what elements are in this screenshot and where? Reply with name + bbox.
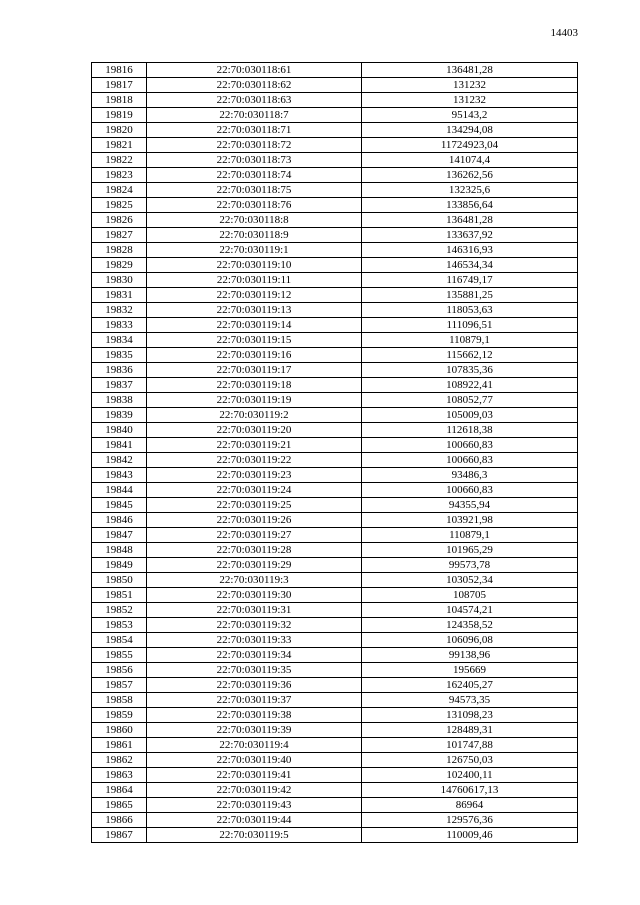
cadastral-number-cell: 22:70:030118:73 [147,153,362,168]
table-row [92,93,578,108]
row-number-cell: 19853 [92,618,147,633]
table-row [92,783,578,798]
table-row [92,318,578,333]
cadastral-number-cell: 22:70:030118:75 [147,183,362,198]
table-row [92,108,578,123]
cadastral-number-cell: 22:70:030119:31 [147,603,362,618]
cadastral-number-cell: 22:70:030119:34 [147,648,362,663]
table-row [92,273,578,288]
table-row [92,153,578,168]
cadastral-number-cell: 22:70:030119:5 [147,828,362,843]
cadastral-number-cell: 22:70:030119:11 [147,273,362,288]
table-row [92,288,578,303]
table-row [92,558,578,573]
row-number-cell: 19828 [92,243,147,258]
table-row [92,63,578,78]
cadastral-value-cell: 111096,51 [362,318,578,333]
cadastral-number-cell: 22:70:030118:71 [147,123,362,138]
table-row [92,483,578,498]
cadastral-number-cell: 22:70:030119:27 [147,528,362,543]
table-row [92,363,578,378]
table-row [92,228,578,243]
cadastral-value-cell: 129576,36 [362,813,578,828]
table-row [92,438,578,453]
cadastral-number-cell: 22:70:030119:22 [147,453,362,468]
cadastral-value-cell: 110879,1 [362,528,578,543]
row-number-cell: 19833 [92,318,147,333]
row-number-cell: 19843 [92,468,147,483]
row-number-cell: 19838 [92,393,147,408]
cadastral-value-table [91,62,578,843]
row-number-cell: 19823 [92,168,147,183]
table-row [92,663,578,678]
row-number-cell: 19837 [92,378,147,393]
cadastral-value-cell: 115662,12 [362,348,578,363]
cadastral-number-cell: 22:70:030119:17 [147,363,362,378]
cadastral-number-cell: 22:70:030119:12 [147,288,362,303]
cadastral-number-cell: 22:70:030119:10 [147,258,362,273]
cadastral-value-cell: 110009,46 [362,828,578,843]
table-row [92,693,578,708]
row-number-cell: 19861 [92,738,147,753]
cadastral-value-cell: 146534,34 [362,258,578,273]
table-row [92,498,578,513]
row-number-cell: 19849 [92,558,147,573]
row-number-cell: 19863 [92,768,147,783]
cadastral-number-cell: 22:70:030119:3 [147,573,362,588]
row-number-cell: 19864 [92,783,147,798]
cadastral-value-cell: 131098,23 [362,708,578,723]
row-number-cell: 19834 [92,333,147,348]
cadastral-value-cell: 105009,03 [362,408,578,423]
table-row [92,528,578,543]
table-row [92,588,578,603]
row-number-cell: 19855 [92,648,147,663]
table-row [92,768,578,783]
cadastral-number-cell: 22:70:030119:15 [147,333,362,348]
table-row [92,543,578,558]
row-number-cell: 19851 [92,588,147,603]
row-number-cell: 19850 [92,573,147,588]
row-number-cell: 19826 [92,213,147,228]
cadastral-value-cell: 133856,64 [362,198,578,213]
cadastral-value-cell: 110879,1 [362,333,578,348]
table-row [92,168,578,183]
row-number-cell: 19860 [92,723,147,738]
row-number-cell: 19846 [92,513,147,528]
row-number-cell: 19866 [92,813,147,828]
row-number-cell: 19844 [92,483,147,498]
cadastral-number-cell: 22:70:030118:61 [147,63,362,78]
cadastral-value-cell: 136262,56 [362,168,578,183]
cadastral-value-cell: 99138,96 [362,648,578,663]
cadastral-value-cell: 131232 [362,78,578,93]
cadastral-number-cell: 22:70:030119:13 [147,303,362,318]
cadastral-number-cell: 22:70:030118:76 [147,198,362,213]
table-row [92,753,578,768]
page-number: 14403 [550,27,578,39]
cadastral-number-cell: 22:70:030119:38 [147,708,362,723]
row-number-cell: 19819 [92,108,147,123]
cadastral-value-cell: 11724923,04 [362,138,578,153]
cadastral-number-cell: 22:70:030119:1 [147,243,362,258]
cadastral-value-cell: 102400,11 [362,768,578,783]
table-row [92,423,578,438]
cadastral-value-cell: 118053,63 [362,303,578,318]
cadastral-value-cell: 136481,28 [362,63,578,78]
row-number-cell: 19822 [92,153,147,168]
table-row [92,603,578,618]
row-number-cell: 19824 [92,183,147,198]
row-number-cell: 19820 [92,123,147,138]
cadastral-value-cell: 95143,2 [362,108,578,123]
table-row [92,408,578,423]
table-row [92,303,578,318]
row-number-cell: 19858 [92,693,147,708]
cadastral-value-cell: 107835,36 [362,363,578,378]
row-number-cell: 19845 [92,498,147,513]
cadastral-value-cell: 103052,34 [362,573,578,588]
cadastral-value-cell: 124358,52 [362,618,578,633]
cadastral-value-cell: 136481,28 [362,213,578,228]
table-row [92,333,578,348]
table-row [92,678,578,693]
cadastral-value-cell: 86964 [362,798,578,813]
cadastral-number-cell: 22:70:030119:23 [147,468,362,483]
row-number-cell: 19857 [92,678,147,693]
table-row [92,798,578,813]
table-row [92,453,578,468]
cadastral-value-cell: 134294,08 [362,123,578,138]
cadastral-number-cell: 22:70:030119:41 [147,768,362,783]
cadastral-number-cell: 22:70:030119:37 [147,693,362,708]
cadastral-value-cell: 93486,3 [362,468,578,483]
cadastral-value-table-container [91,62,577,843]
cadastral-value-cell: 116749,17 [362,273,578,288]
cadastral-number-cell: 22:70:030118:63 [147,93,362,108]
cadastral-value-cell: 100660,83 [362,438,578,453]
cadastral-value-cell: 141074,4 [362,153,578,168]
cadastral-number-cell: 22:70:030119:16 [147,348,362,363]
cadastral-number-cell: 22:70:030118:72 [147,138,362,153]
cadastral-number-cell: 22:70:030118:9 [147,228,362,243]
table-row [92,348,578,363]
cadastral-number-cell: 22:70:030119:32 [147,618,362,633]
table-row [92,468,578,483]
row-number-cell: 19841 [92,438,147,453]
row-number-cell: 19859 [92,708,147,723]
table-row [92,198,578,213]
cadastral-number-cell: 22:70:030119:20 [147,423,362,438]
row-number-cell: 19821 [92,138,147,153]
cadastral-number-cell: 22:70:030119:36 [147,678,362,693]
cadastral-number-cell: 22:70:030119:14 [147,318,362,333]
cadastral-number-cell: 22:70:030119:35 [147,663,362,678]
table-row [92,138,578,153]
table-row [92,573,578,588]
table-row [92,813,578,828]
table-row [92,258,578,273]
cadastral-value-cell: 146316,93 [362,243,578,258]
cadastral-value-cell: 108052,77 [362,393,578,408]
table-row [92,213,578,228]
cadastral-number-cell: 22:70:030119:19 [147,393,362,408]
cadastral-value-cell: 101965,29 [362,543,578,558]
cadastral-number-cell: 22:70:030119:44 [147,813,362,828]
row-number-cell: 19835 [92,348,147,363]
cadastral-value-cell: 108922,41 [362,378,578,393]
row-number-cell: 19865 [92,798,147,813]
row-number-cell: 19829 [92,258,147,273]
cadastral-number-cell: 22:70:030119:40 [147,753,362,768]
cadastral-number-cell: 22:70:030119:42 [147,783,362,798]
row-number-cell: 19818 [92,93,147,108]
row-number-cell: 19854 [92,633,147,648]
row-number-cell: 19840 [92,423,147,438]
cadastral-number-cell: 22:70:030119:4 [147,738,362,753]
cadastral-value-cell: 100660,83 [362,483,578,498]
cadastral-number-cell: 22:70:030119:18 [147,378,362,393]
row-number-cell: 19839 [92,408,147,423]
table-row [92,393,578,408]
cadastral-number-cell: 22:70:030118:74 [147,168,362,183]
row-number-cell: 19862 [92,753,147,768]
cadastral-number-cell: 22:70:030119:29 [147,558,362,573]
cadastral-number-cell: 22:70:030118:62 [147,78,362,93]
cadastral-value-cell: 103921,98 [362,513,578,528]
cadastral-number-cell: 22:70:030118:7 [147,108,362,123]
cadastral-value-cell: 128489,31 [362,723,578,738]
table-row [92,708,578,723]
table-row [92,738,578,753]
row-number-cell: 19848 [92,543,147,558]
cadastral-value-cell: 94355,94 [362,498,578,513]
cadastral-value-cell: 99573,78 [362,558,578,573]
cadastral-number-cell: 22:70:030119:24 [147,483,362,498]
cadastral-value-cell: 104574,21 [362,603,578,618]
table-row [92,723,578,738]
cadastral-value-cell: 94573,35 [362,693,578,708]
cadastral-value-cell: 112618,38 [362,423,578,438]
table-row [92,243,578,258]
cadastral-number-cell: 22:70:030119:28 [147,543,362,558]
row-number-cell: 19825 [92,198,147,213]
row-number-cell: 19856 [92,663,147,678]
row-number-cell: 19816 [92,63,147,78]
cadastral-value-cell: 162405,27 [362,678,578,693]
cadastral-number-cell: 22:70:030119:30 [147,588,362,603]
row-number-cell: 19836 [92,363,147,378]
row-number-cell: 19867 [92,828,147,843]
table-body [92,63,578,843]
table-row [92,648,578,663]
table-row [92,513,578,528]
cadastral-value-cell: 126750,03 [362,753,578,768]
row-number-cell: 19827 [92,228,147,243]
cadastral-value-cell: 133637,92 [362,228,578,243]
row-number-cell: 19842 [92,453,147,468]
table-row [92,633,578,648]
row-number-cell: 19831 [92,288,147,303]
cadastral-number-cell: 22:70:030119:21 [147,438,362,453]
row-number-cell: 19832 [92,303,147,318]
row-number-cell: 19830 [92,273,147,288]
cadastral-number-cell: 22:70:030119:33 [147,633,362,648]
cadastral-number-cell: 22:70:030119:43 [147,798,362,813]
table-row [92,618,578,633]
cadastral-value-cell: 132325,6 [362,183,578,198]
table-row [92,123,578,138]
cadastral-number-cell: 22:70:030119:26 [147,513,362,528]
row-number-cell: 19852 [92,603,147,618]
cadastral-value-cell: 135881,25 [362,288,578,303]
cadastral-value-cell: 14760617,13 [362,783,578,798]
cadastral-value-cell: 101747,88 [362,738,578,753]
cadastral-number-cell: 22:70:030119:2 [147,408,362,423]
cadastral-value-cell: 108705 [362,588,578,603]
row-number-cell: 19817 [92,78,147,93]
cadastral-number-cell: 22:70:030119:39 [147,723,362,738]
cadastral-value-cell: 100660,83 [362,453,578,468]
table-row [92,378,578,393]
table-row [92,828,578,843]
cadastral-number-cell: 22:70:030119:25 [147,498,362,513]
cadastral-value-cell: 106096,08 [362,633,578,648]
table-row [92,78,578,93]
cadastral-value-cell: 195669 [362,663,578,678]
cadastral-number-cell: 22:70:030118:8 [147,213,362,228]
table-row [92,183,578,198]
row-number-cell: 19847 [92,528,147,543]
cadastral-value-cell: 131232 [362,93,578,108]
